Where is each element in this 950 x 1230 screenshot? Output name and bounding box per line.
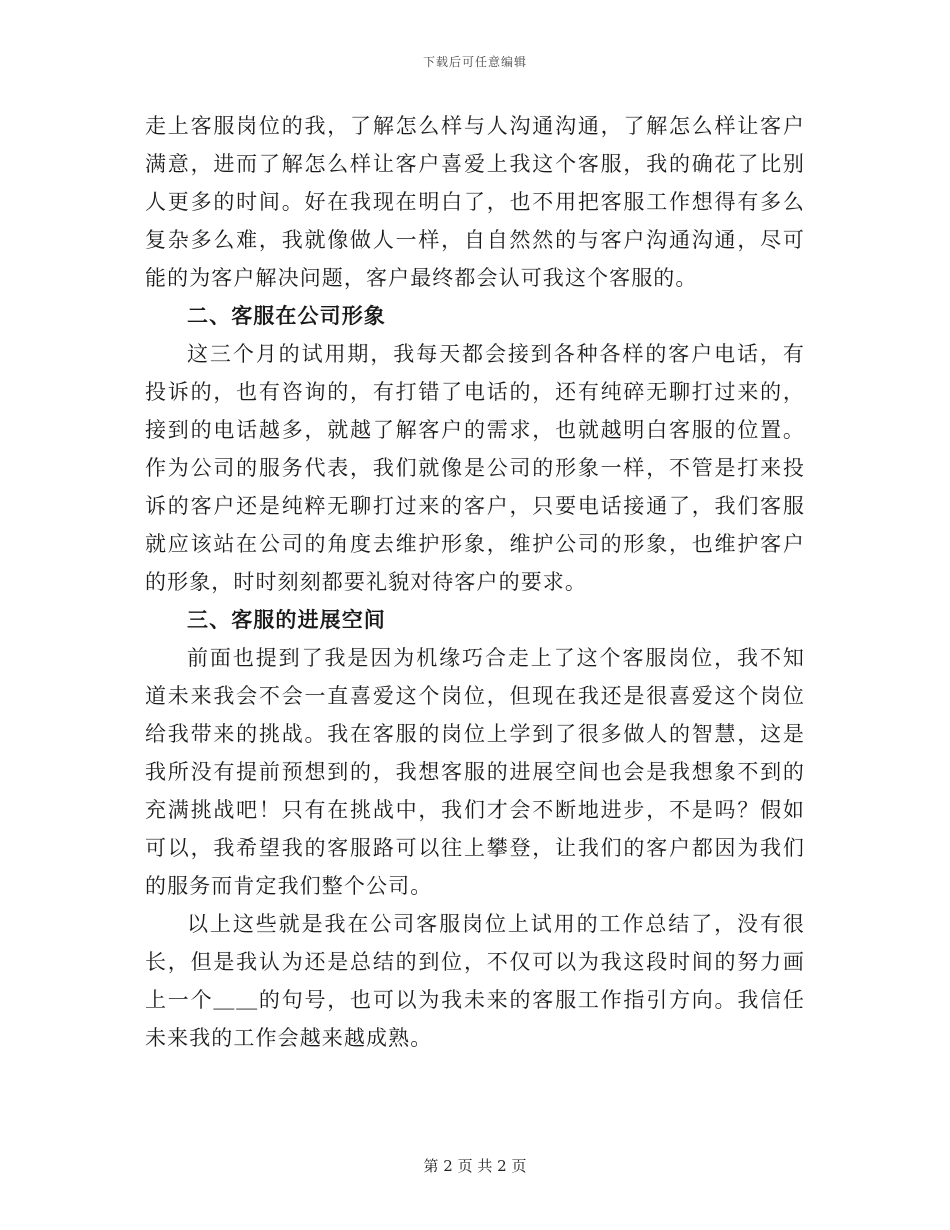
paragraph-1: 走上客服岗位的我，了解怎么样与人沟通沟通，了解怎么样让客户满意，进而了解怎么样让客户喜爱上我这个客服，我的确花了比别人更多的时间。好在我现在明白了，也不用把客服工作想得有多么复杂多么难，我就像做人一样，自自然然的与客户沟通沟通，尽可能的为客户解决问题，客户最终都会认可我这个客服的。 — [145, 114, 805, 290]
section-heading-3: 三、客服的进展空间 — [187, 607, 386, 632]
paragraph-2: 这三个月的试用期，我每天都会接到各种各样的客户电话，有投诉的，也有咨询的，有打错了电话的，还有纯碎无聊打过来的，接到的电话越多，就越了解客户的需求，也就越明白客服的位置。作为公司的服务代表，我们就像是公司的形象一样，不管是打来投诉的客户还是纯粹无聊打过来的客户，只要电话接通了，我们客服就应该站在公司的角度去维护形象，维护公司的形象，也维护客户的形象，时时刻刻都要礼貌对待客户的要求。 — [145, 342, 805, 594]
page-header: 下载后可任意编辑 — [422, 55, 527, 69]
page-number: 第 2 页 共 2 页 — [423, 1157, 527, 1175]
paragraph-3: 前面也提到了我是因为机缘巧合走上了这个客服岗位，我不知道未来我会不会一直喜爱这个岗位，但现在我还是很喜爱这个岗位给我带来的挑战。我在客服的岗位上学到了很多做人的智慧，这是我所没有提前预想到的，我想客服的进展空间也会是我想象不到的充满挑战吧！只有在挑战中，我们才会不断地进步，不是吗？假如可以，我希望我的客服路可以往上攀登，让我们的客户都因为我们的服务而肯定我们整个公司。 — [145, 646, 805, 898]
section-heading-2: 二、客服在公司形象 — [187, 303, 386, 328]
paragraph-4: 以上这些就是我在公司客服岗位上试用的工作总结了，没有很长，但是我认为还是总结的到位，不仅可以为我这段时间的努力画上一个＿＿的句号，也可以为我未来的客服工作指引方向。我信任未来我的工作会越来越成熟。 — [145, 912, 805, 1050]
document-body — [145, 107, 805, 1057]
